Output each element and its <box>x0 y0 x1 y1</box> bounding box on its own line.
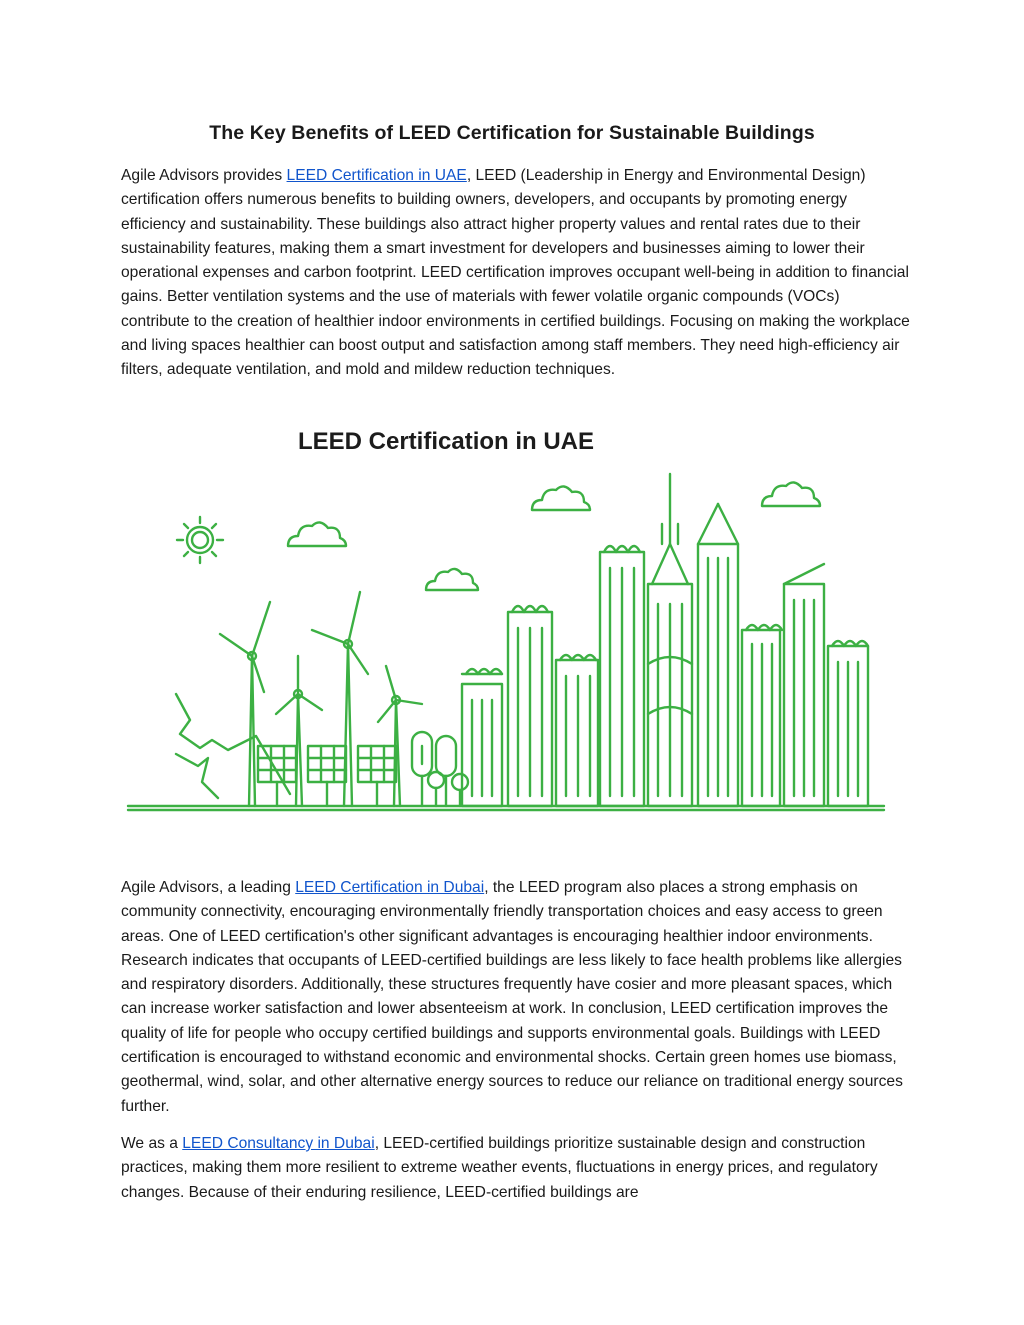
paragraph-text: Agile Advisors, a leading <box>121 879 296 896</box>
paragraph-body <box>121 876 911 1119</box>
green-city-illustration <box>116 424 896 854</box>
building-icon <box>742 625 782 806</box>
figure-heading: LEED Certification in UAE <box>297 428 595 455</box>
link-leed-certification-uae[interactable]: LEED Certification in UAE <box>286 167 467 184</box>
paragraph-intro <box>121 164 911 383</box>
building-icon <box>508 606 552 806</box>
tower-icon <box>648 474 692 806</box>
paragraph-closing <box>121 1132 911 1205</box>
tree-icon <box>436 736 456 806</box>
building-icon <box>600 546 644 806</box>
wind-turbine-icon <box>220 602 270 806</box>
cloud-icon <box>426 569 478 590</box>
paragraph-text: , the LEED program also places a strong emphasis on community connectivity, encouraging environmentally friendly transportation choices and easy access to green areas. One of LEED certification's other significant advantages is encouraging healthier indoor environments. Research indicates that occupants of LEED-certified buildings are less likely to face health problems like allergies and respiratory disorders. Additionally, these structures frequently have cosier and more pleasant spaces, which can increase worker satisfaction and lower absenteeism at work. In conclusion, LEED certification improves the quality of life for people who occupy certified buildings and supports environmental goals. Buildings with LEED certification is encouraged to withstand economic and environmental shocks. Certain green homes use biomass, geothermal, wind, solar, and other alternative energy sources to reduce our reliance on traditional energy sources further. <box>121 879 903 1115</box>
solar-panel-icon <box>258 746 296 806</box>
paragraph-text: , LEED (Leadership in Energy and Environmental Design) certification offers numerous benefits to building owners, developers, and occupants by promoting energy efficiency and sustainability. These buildings also attract higher property values and rental rates due to their sustainability features, making them a smart investment for developers and businesses aiming to lower their operational expenses and carbon footprint. LEED certification improves occupant well-being in addition to financial gains. Better ventilation systems and the use of materials with fewer volatile organic compounds (VOCs) contribute to the creation of healthier indoor environments in certified buildings. Focusing on making the workplace and living spaces healthier can boost output and satisfaction among staff members. They need high-efficiency air filters, adequate ventilation, and mold and mildew reduction techniques. <box>121 167 910 379</box>
building-icon <box>828 641 868 806</box>
document-title: The Key Benefits of LEED Certification for Sustainable Buildings <box>209 122 815 144</box>
link-leed-consultancy-dubai[interactable]: LEED Consultancy in Dubai <box>182 1135 375 1152</box>
solar-panel-icon <box>358 746 396 806</box>
paragraph-text: , LEED-certified buildings prioritize sustainable design and construction practices, making them more resilient to extreme weather events, fluctuations in energy prices, and regulatory changes. Because of their enduring resilience, LEED-certified buildings are <box>121 1135 878 1201</box>
tree-icon <box>452 774 468 806</box>
leed-illustration <box>116 424 896 854</box>
tree-icon <box>428 772 444 806</box>
building-icon <box>784 564 824 806</box>
cloud-icon <box>762 482 820 506</box>
sun-icon <box>177 517 223 563</box>
cloud-icon <box>532 486 590 510</box>
building-icon <box>698 504 738 806</box>
cloud-icon <box>288 522 346 546</box>
paragraph-text: Agile Advisors provides <box>121 167 287 184</box>
paragraph-text: We as a <box>121 1135 183 1152</box>
solar-panel-icon <box>308 746 346 806</box>
tree-icon <box>412 732 432 806</box>
hill-line <box>176 694 290 794</box>
link-leed-certification-dubai[interactable]: LEED Certification in Dubai <box>295 879 485 896</box>
building-icon <box>556 655 598 806</box>
